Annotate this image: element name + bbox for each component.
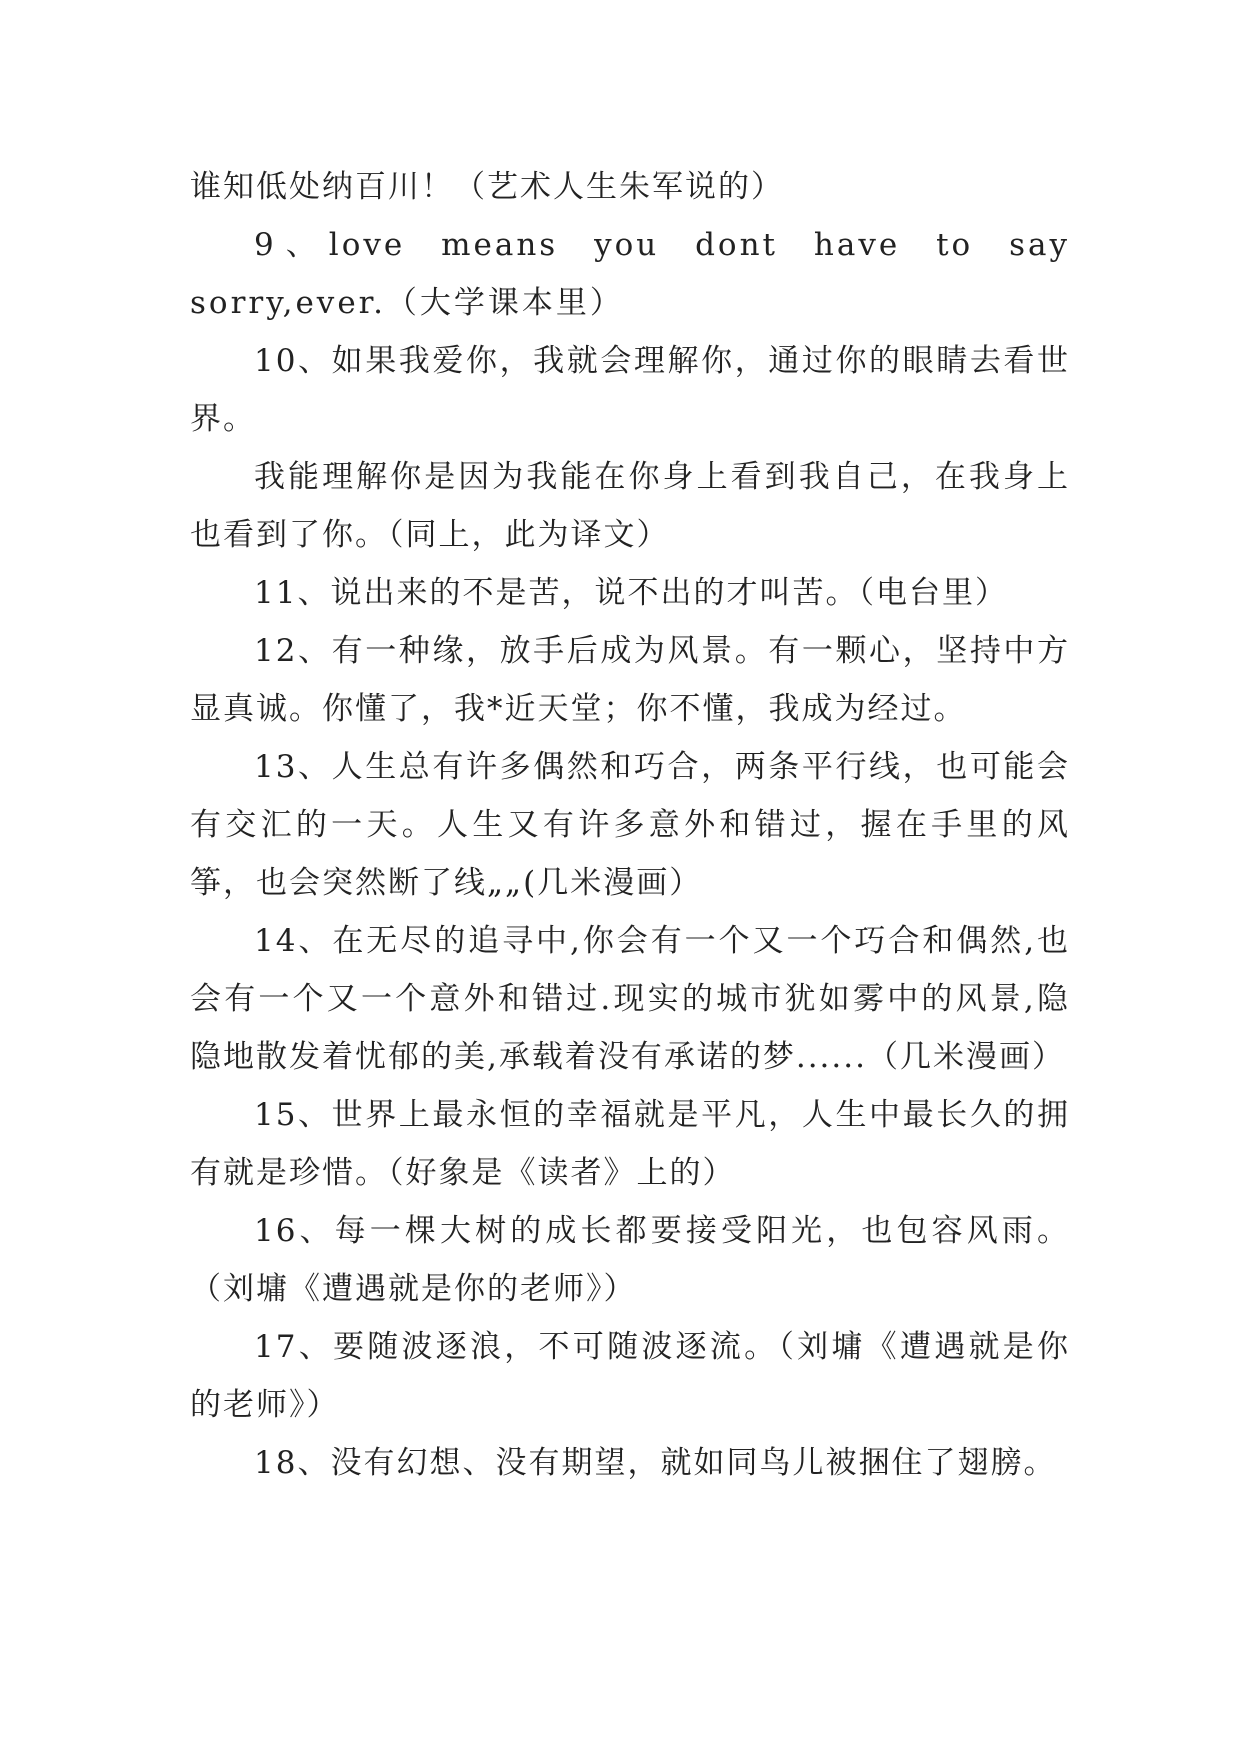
paragraph-item-10: 10、如果我爱你，我就会理解你，通过你的眼睛去看世界。 [190, 343, 1070, 437]
paragraph-item-17: 17、要随波逐浪，不可随波逐流。（刘墉《遭遇就是你的老师》） [190, 1329, 1070, 1423]
document-body [190, 158, 1070, 1492]
paragraph-item-14: 14、在无尽的追寻中,你会有一个又一个巧合和偶然,也会有一个又一个意外和错过.现实的城市犹如雾中的风景,隐隐地散发着忧郁的美,承载着没有承诺的梦......（几米漫画） [190, 923, 1070, 1075]
paragraph-item-10-translation: 我能理解你是因为我能在你身上看到我自己，在我身上也看到了你。（同上，此为译文） [190, 459, 1070, 553]
paragraph-item-15: 15、世界上最永恒的幸福就是平凡，人生中最长久的拥有就是珍惜。（好象是《读者》上的） [190, 1097, 1070, 1191]
paragraph-item-16: 16、每一棵大树的成长都要接受阳光，也包容风雨。（刘墉《遭遇就是你的老师》） [190, 1213, 1070, 1307]
paragraph-item-18: 18、没有幻想、没有期望，就如同鸟儿被捆住了翅膀。 [254, 1445, 1057, 1481]
paragraph-continuation: 谁知低处纳百川！（艺术人生朱军说的） [190, 169, 784, 205]
paragraph-item-12: 12、有一种缘，放手后成为风景。有一颗心，坚持中方显真诚。你懂了，我*近天堂；你不懂，我成为经过。 [190, 633, 1070, 727]
paragraph-item-13: 13、人生总有许多偶然和巧合，两条平行线，也可能会有交汇的一天。人生又有许多意外和错过，握在手里的风筝，也会突然断了线„„(几米漫画） [190, 749, 1070, 901]
paragraph-item-11: 11、说出来的不是苦，说不出的才叫苦。（电台里） [254, 575, 1008, 611]
paragraph-item-9: 9、love means you dont have to say sorry,ever.（大学课本里） [190, 227, 1070, 321]
